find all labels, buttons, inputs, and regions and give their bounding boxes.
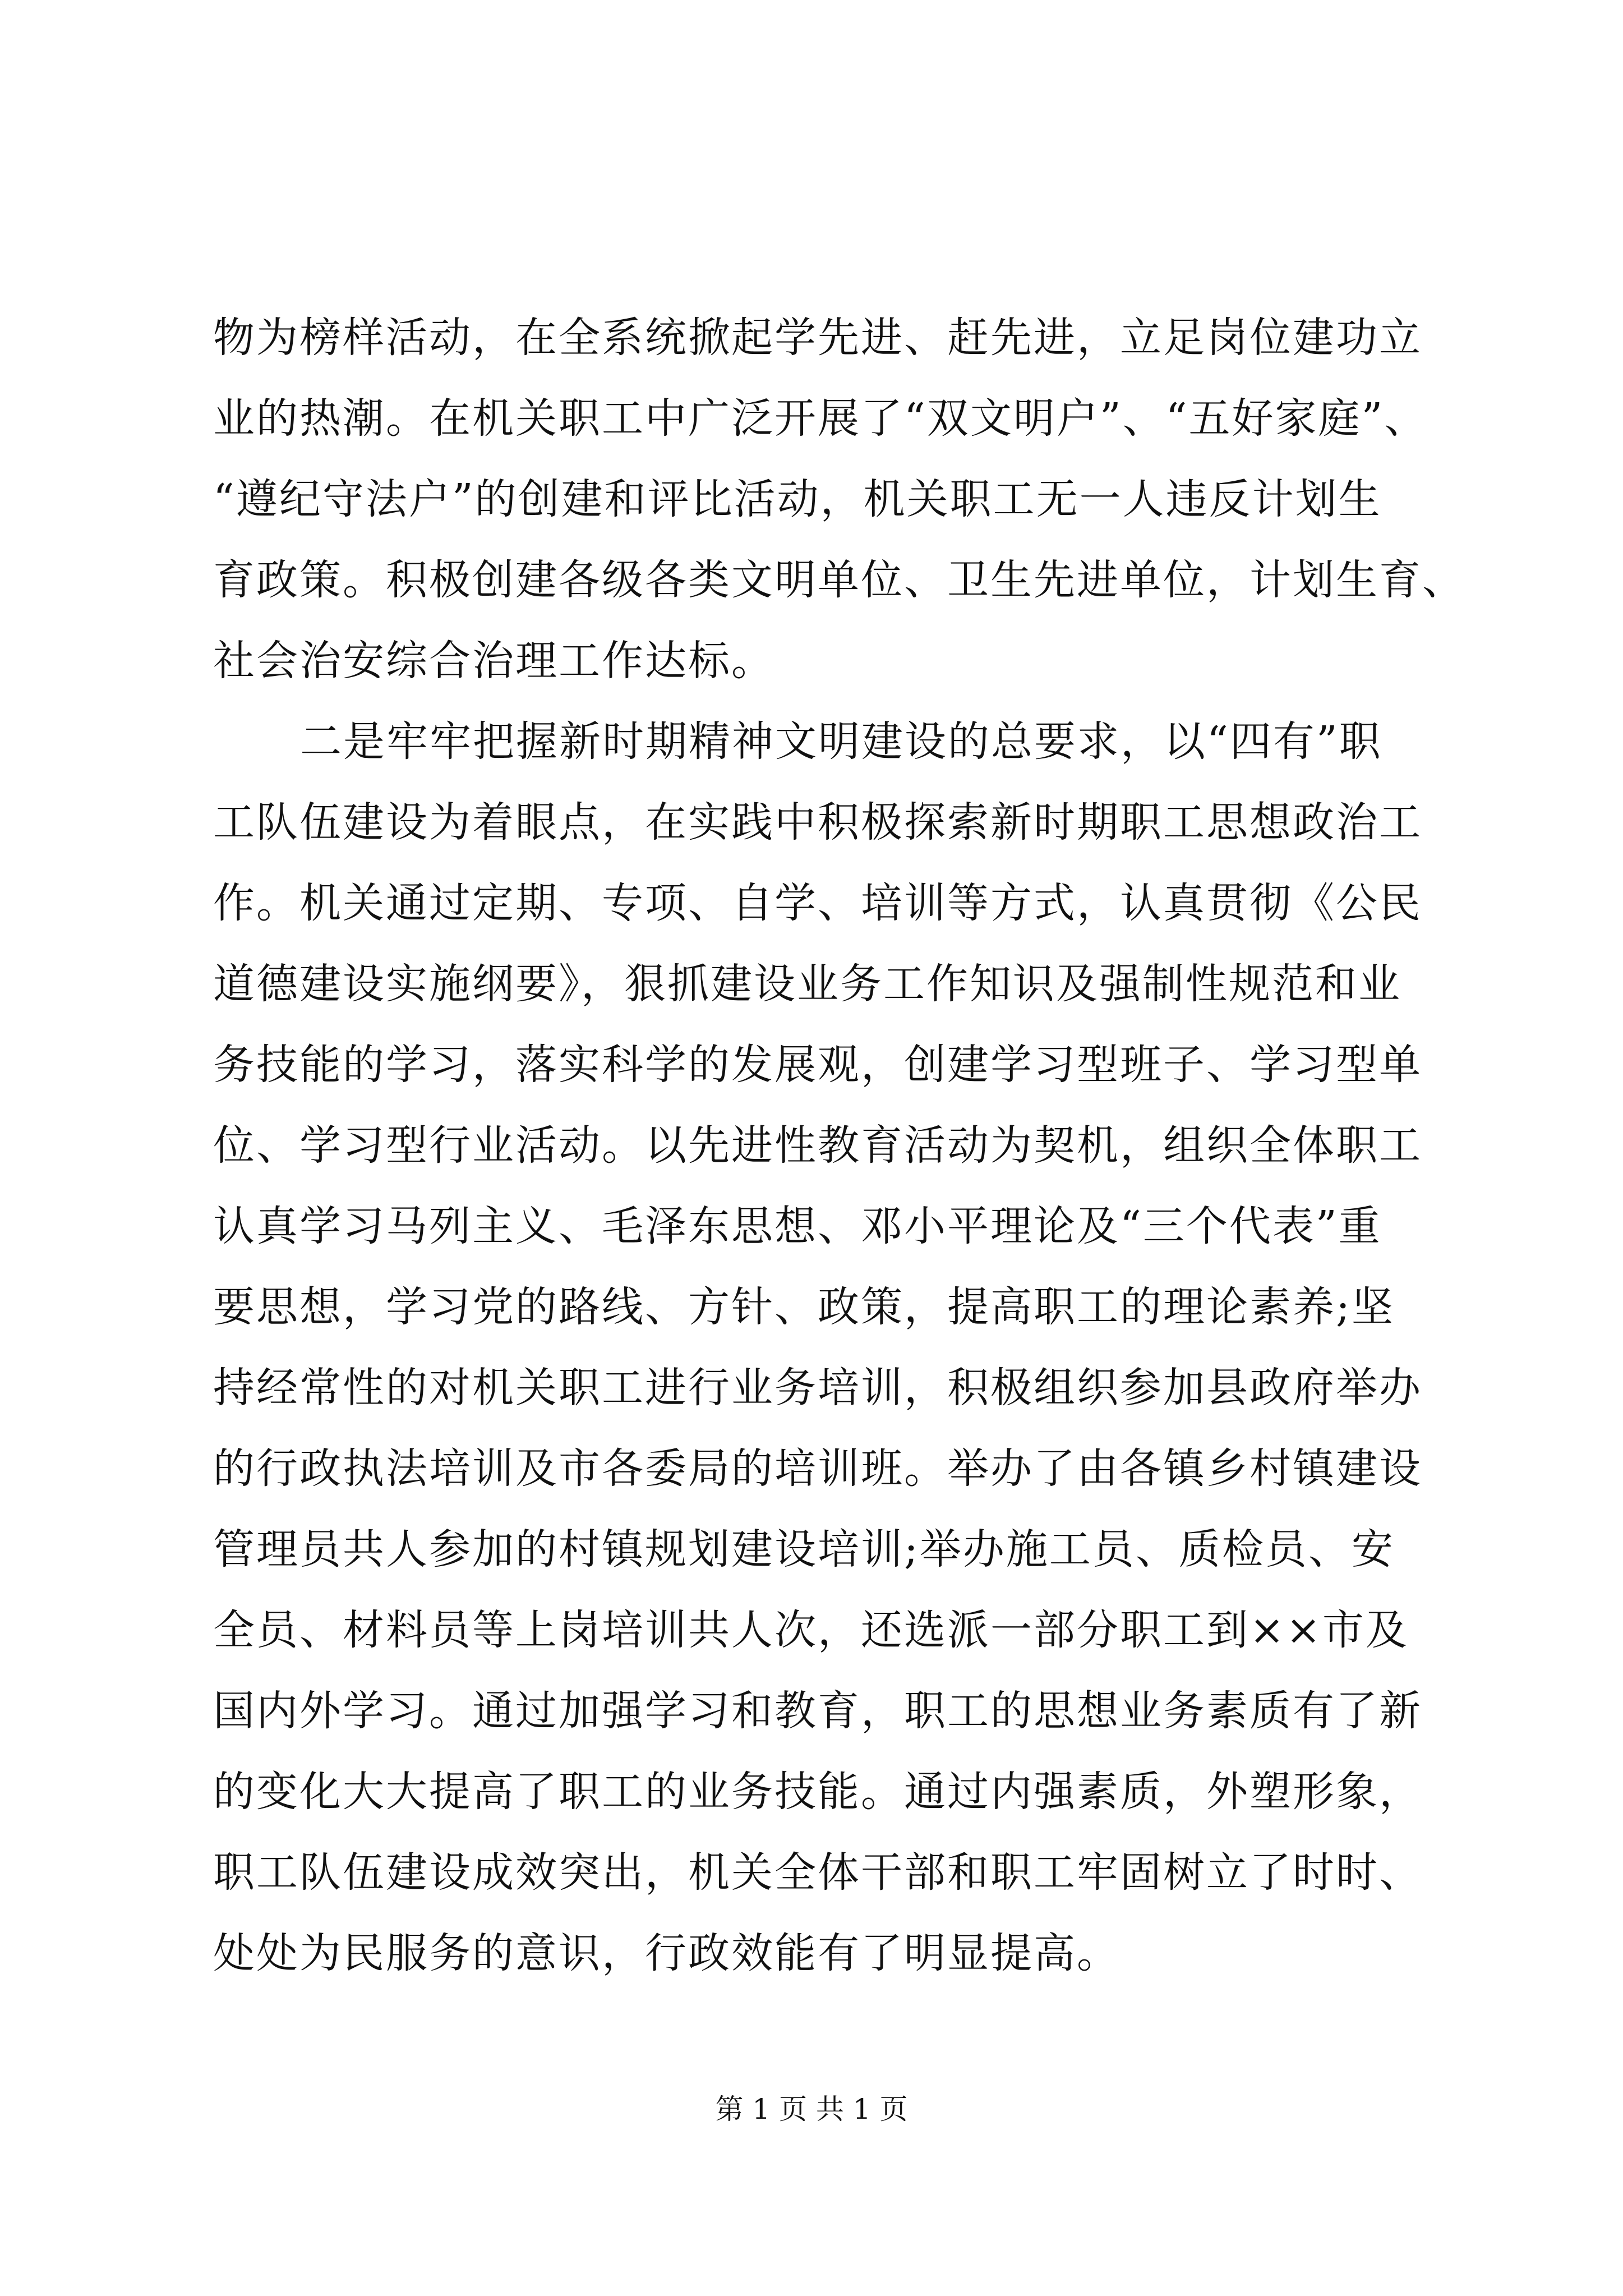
text-line: 育政策。积极创建各级各类文明单位、卫生先进单位，计划生育、 — [213, 556, 1465, 604]
document-body — [213, 297, 1465, 1994]
text-line: 职工队伍建设成效突出，机关全体干部和职工牢固树立了时时、 — [213, 1848, 1422, 1897]
text-line: 认真学习马列主义、毛泽东思想、邓小平理论及“三个代表”重 — [213, 1202, 1382, 1250]
text-line: 工队伍建设为着眼点，在实践中积极探索新时期职工思想政治工 — [213, 798, 1422, 846]
page-number-label: 第 1 页 共 1 页 — [715, 2093, 908, 2125]
text-line: 物为榜样活动，在全系统掀起学先进、赶先进，立足岗位建功立 — [213, 314, 1422, 362]
text-line: 国内外学习。通过加强学习和教育，职工的思想业务素质有了新 — [213, 1687, 1422, 1735]
text-line: 全员、材料员等上岗培训共人次，还选派一部分职工到××市及 — [213, 1606, 1409, 1654]
paragraph-first-line: 二是牢牢把握新时期精神文明建设的总要求，以“四有”职 — [300, 717, 1382, 766]
page-footer — [0, 2090, 1623, 2129]
text-line: 务技能的学习，落实科学的发展观，创建学习型班子、学习型单 — [213, 1041, 1422, 1089]
text-line: 处处为民服务的意识，行政效能有了明显提高。 — [213, 1929, 1120, 1977]
text-line: 的变化大大提高了职工的业务技能。通过内强素质，外塑形象， — [213, 1768, 1422, 1816]
text-line: 作。机关通过定期、专项、自学、培训等方式，认真贯彻《公民 — [213, 879, 1422, 927]
text-line: 要思想，学习党的路线、方针、政策，提高职工的理论素养;坚 — [213, 1283, 1395, 1331]
text-line: 道德建设实施纲要》，狠抓建设业务工作知识及强制性规范和业 — [213, 960, 1401, 1008]
text-line: 的行政执法培训及市各委局的培训班。举办了由各镇乡村镇建设 — [213, 1444, 1422, 1493]
text-line: 社会治安综合治理工作达标。 — [213, 637, 774, 685]
text-line: 位、学习型行业活动。以先进性教育活动为契机，组织全体职工 — [213, 1121, 1422, 1170]
text-line: “遵纪守法户”的创建和评比活动，机关职工无一人违反计划生 — [213, 475, 1382, 523]
text-line: 持经常性的对机关职工进行业务培训，积极组织参加县政府举办 — [213, 1364, 1422, 1412]
text-line: 业的热潮。在机关职工中广泛开展了“双文明户”、“五好家庭”、 — [213, 394, 1428, 443]
text-line: 管理员共人参加的村镇规划建设培训;举办施工员、质检员、安 — [213, 1525, 1395, 1573]
